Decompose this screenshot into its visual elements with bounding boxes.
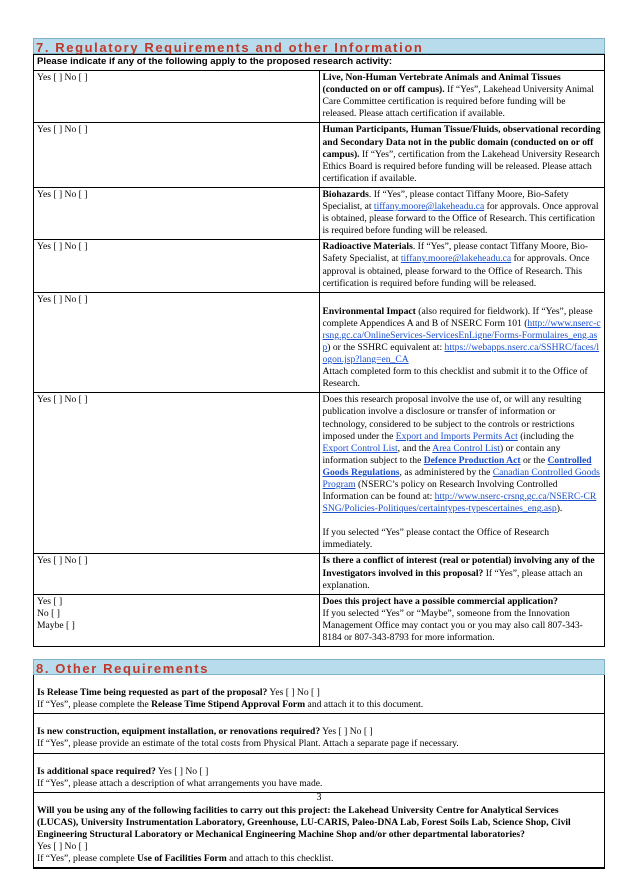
export-imports-act-link[interactable]: Export and Imports Permits Act [395, 430, 518, 442]
facilities-question [34, 793, 604, 868]
release-time-question [34, 675, 604, 714]
requirement-text: (also required for fieldwork). If “Yes”, please complete Appendices A and B of NSERC Form 101 ( [322, 305, 593, 329]
requirement-title: Does this project have a possible commercial application? [322, 595, 558, 607]
document-page [33, 38, 605, 869]
section8-header [33, 659, 605, 675]
yes-no-checkbox[interactable]: Yes [ ] No [ ] [37, 840, 88, 852]
animals-requirement [319, 71, 605, 123]
instruction-text: Please indicate if any of the following apply to the proposed research activity: [34, 55, 605, 71]
controlled-goods-regulations-link[interactable]: Controlled Goods Regulations [322, 454, 592, 478]
export-control-requirement [319, 393, 605, 554]
regulatory-table [33, 54, 605, 647]
yes-no-checkbox[interactable]: Yes [ ] No [ ] [34, 187, 320, 239]
requirement-title: Radioactive Materials [322, 241, 413, 253]
facilities-form-name: Use of Facilities Form [137, 853, 227, 865]
yes-no-checkbox[interactable]: Yes [ ] No [ ] [34, 71, 320, 123]
table-row [34, 292, 605, 393]
nserc-form-link[interactable]: http://www.nserc-crsng.gc.ca/OnlineServices-ServicesEnLigne/Forms-Formulaires_eng.asp [322, 317, 601, 353]
conflict-of-interest-requirement [319, 554, 605, 594]
requirement-text: for approvals. Once approval is obtained, please forward to the Office of Research. This certification is required before funding will be released. [322, 253, 590, 289]
requirement-text: Does this research proposal involve the use of, or will any resulting publication involve a disclosure or transfer of information or technology, considered to be subject to the controls or restrictions imposed under the [322, 394, 582, 442]
biohazards-requirement [319, 187, 605, 239]
email-link[interactable]: tiffany.moore@lakeheadu.ca [373, 201, 485, 213]
commercial-options [34, 594, 320, 646]
human-participants-requirement [319, 123, 605, 187]
requirement-text: . If “Yes”, please contact Tiffany Moore, Bio-Safety Specialist, at [322, 188, 569, 213]
requirement-text: If you selected “Yes” please contact the Office of Research immediately. [322, 527, 550, 551]
table-row [34, 123, 605, 187]
requirement-text: . If “Yes”, please contact Tiffany Moore, Bio-Safety Specialist, at [322, 241, 589, 265]
question-text: Is Release Time being requested as part of the proposal? [37, 687, 268, 699]
question-note: If “Yes”, please provide an estimate of the total costs from Physical Plant. Attach a separate page if necessary. [37, 738, 459, 750]
requirement-text: for approvals. Once approval is obtained, please forward to the Office of Research. This certification is required before funding will be released. [322, 201, 599, 237]
sshrc-link[interactable]: https://webapps.nserc.ca/SSHRC/faces/logon.jsp?lang=en_CA [322, 341, 600, 366]
yes-no-checkbox[interactable]: Yes [ ] No [ ] [34, 292, 320, 393]
table-row [34, 594, 605, 646]
table-row [34, 393, 605, 554]
requirement-text: , and the [397, 442, 433, 454]
email-link[interactable]: tiffany.moore@lakeheadu.ca [400, 253, 512, 265]
requirement-text: or the [520, 454, 548, 466]
commercial-application-requirement [319, 594, 605, 646]
requirement-text: If “Yes”, please attach an explanation. [322, 567, 583, 591]
yes-no-checkbox[interactable]: Yes [ ] No [ ] [34, 554, 320, 594]
page-number: 3 [316, 792, 322, 803]
question-note: If “Yes”, please attach a description of what arrangements you have made. [37, 777, 323, 789]
environmental-requirement [319, 292, 605, 393]
question-text: Is additional space required? [37, 765, 156, 777]
yes-checkbox[interactable]: Yes [ ] [37, 595, 63, 607]
export-control-list-link[interactable]: Export Control List [322, 442, 398, 454]
radioactive-requirement [319, 240, 605, 292]
requirement-text: ). [556, 503, 563, 515]
requirement-text: ) or the SSHRC equivalent at: [327, 341, 445, 353]
requirement-text: If “Yes”, certification from the Lakehead University Research Ethics Board is required before funding will be released. Please attach certification if available. [322, 148, 600, 184]
section7-header [33, 38, 605, 54]
yes-no-checkbox[interactable]: Yes [ ] No [ ] [34, 393, 320, 554]
requirement-text: If “Yes”, Lakehead University Animal Care Committee certification is required before funding will be released. Please attach certification if available. [322, 84, 594, 120]
controlled-goods-program-link[interactable]: Canadian Controlled Goods Program [322, 466, 600, 490]
table-row [34, 71, 605, 123]
question-text: Will you be using any of the following facilities to carry out this project: the Lakehead University Centre for Analytical Services (LUCAS), University Instrumentation Laboratory, Greenhouse, LU-CARIS, Paleo-DNA Lab, Forest Soils Lab, Science Shop, Civil Engineering Structural Laboratory or Mechanical Engineering Machine Shop and/or other departmental laboratories? [37, 804, 571, 840]
section7-heading: 7. Regulatory Requirements and other Information [36, 40, 424, 55]
requirement-text: ) or contain any information subject to the [322, 442, 561, 466]
other-requirements [33, 675, 605, 869]
requirement-title: Environmental Impact [322, 305, 416, 317]
requirement-text: (including the [517, 430, 574, 442]
table-row [34, 554, 605, 594]
requirement-title: Human Participants, Human Tissue/Fluids, observational recording and Secondary Data not in the public domain (conducted on or off campus). [322, 124, 601, 160]
section8-heading: 8. Other Requirements [36, 661, 210, 677]
construction-question [34, 714, 604, 753]
requirement-title: Is there a conflict of interest (real or potential) involving any of the Investigators involved in this proposal? [322, 555, 595, 579]
yes-no-checkbox[interactable]: Yes [ ] No [ ] [34, 123, 320, 187]
question-note: and attach it to this document. [305, 699, 424, 711]
requirement-text: (NSERC’s policy on Research Involving Controlled Information can be found at: [322, 479, 558, 503]
question-note: If “Yes”, please complete [37, 853, 137, 865]
question-note: If “Yes”, please complete the [37, 699, 152, 711]
no-checkbox[interactable]: No [ ] [37, 607, 60, 619]
requirement-title: Biohazards [322, 188, 369, 200]
maybe-checkbox[interactable]: Maybe [ ] [37, 619, 75, 631]
yes-no-checkbox[interactable]: Yes [ ] No [ ] [155, 765, 209, 777]
requirement-text: If you selected “Yes” or “Maybe”, someone from the Innovation Management Office may contact you or you may also call 807-343-8184 or 807-343-8793 for more information. [322, 607, 583, 644]
additional-space-question [34, 754, 604, 793]
table-row [34, 187, 605, 239]
yes-no-checkbox[interactable]: Yes [ ] No [ ] [267, 687, 320, 699]
requirement-text: Attach completed form to this checklist and submit it to the Office of Research. [322, 366, 588, 390]
requirement-text: , as administered by the [399, 466, 493, 478]
release-time-form-name: Release Time Stipend Approval Form [151, 699, 306, 711]
yes-no-checkbox[interactable]: Yes [ ] No [ ] [320, 726, 373, 738]
question-text: Is new construction, equipment installation, or renovations required? [37, 726, 321, 738]
area-control-list-link[interactable]: Area Control List [432, 442, 500, 454]
nserc-policy-link[interactable]: http://www.nserc-crsng.gc.ca/NSERC-CRSNG/Policies-Politiques/certaintypes-typescertaines_eng.asp [322, 491, 597, 515]
question-note: and attach to this checklist. [226, 853, 334, 865]
yes-no-checkbox[interactable]: Yes [ ] No [ ] [34, 240, 320, 292]
table-row [34, 240, 605, 292]
defence-production-act-link[interactable]: Defence Production Act [423, 454, 521, 466]
requirement-title: Live, Non-Human Vertebrate Animals and Animal Tissues (conducted on or off campus). [322, 72, 561, 96]
